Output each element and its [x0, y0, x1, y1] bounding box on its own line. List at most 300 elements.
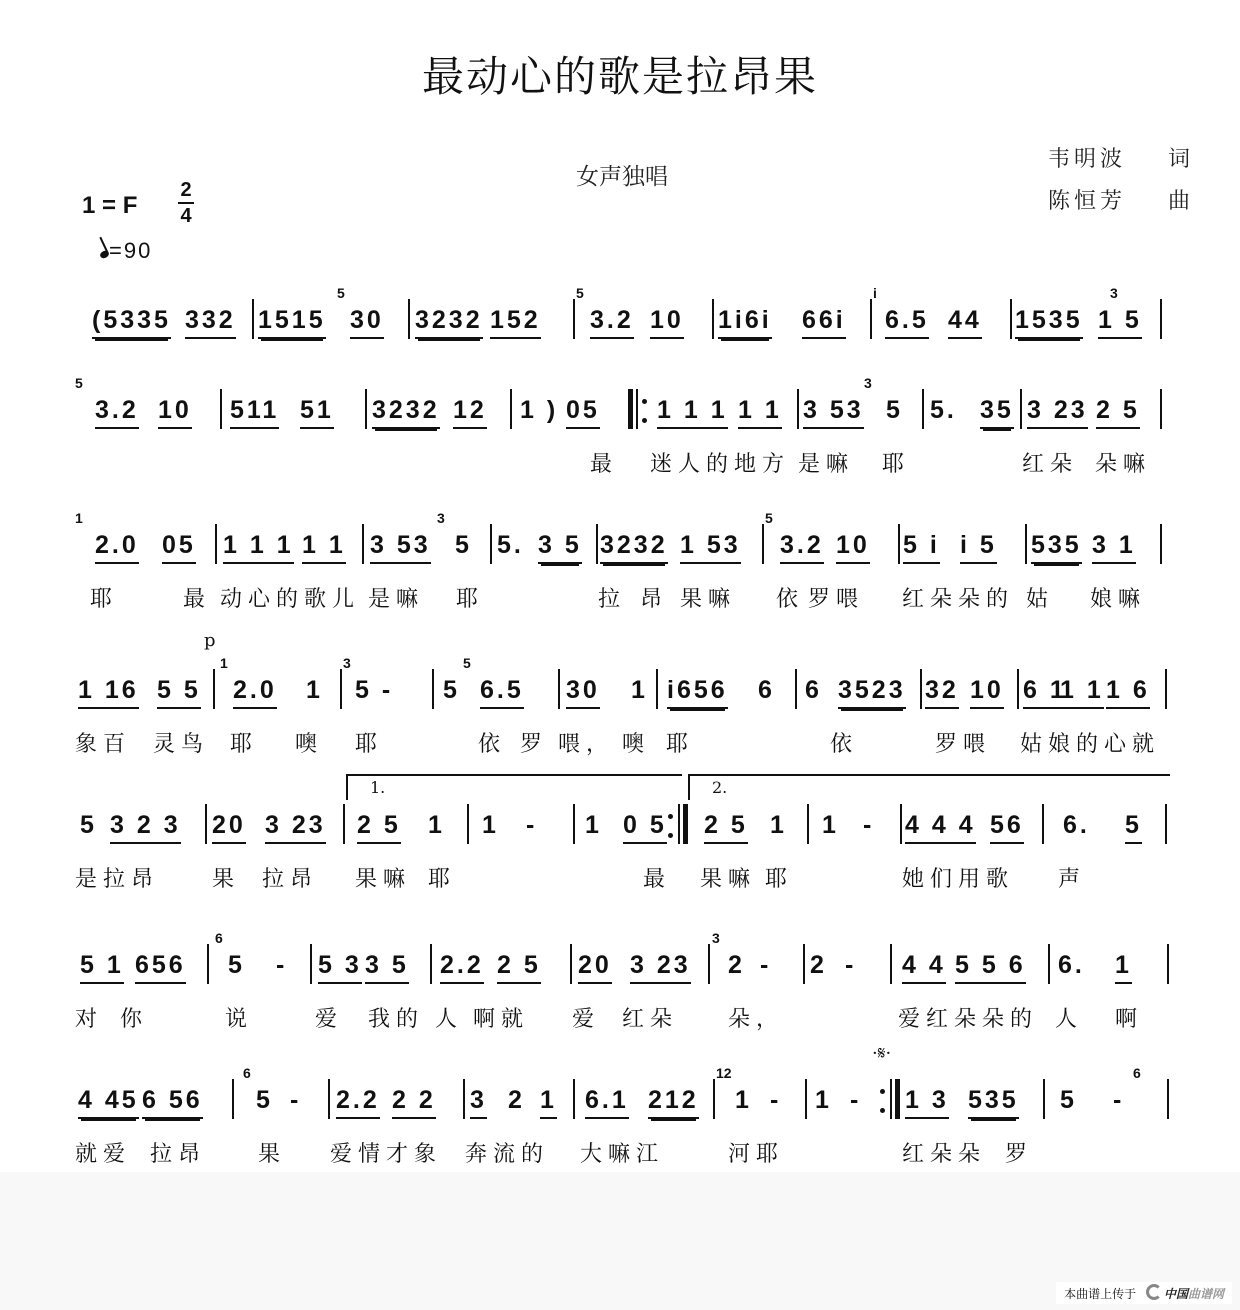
site-name-light: 曲谱网: [1187, 1287, 1224, 1301]
lyric-text: 奔流的: [465, 1142, 550, 1167]
time-signature-top: 2: [180, 179, 192, 201]
site-name-dark: 中国: [1163, 1287, 1188, 1301]
notes-line: [0, 1043, 1240, 1125]
lyric-text: 啊: [1115, 1007, 1144, 1032]
barline: [795, 669, 797, 709]
site-logo-icon: [1146, 1284, 1162, 1300]
lyric-text: 罗喂: [808, 587, 865, 612]
barline: [573, 299, 575, 339]
note-group: 1535: [1015, 305, 1083, 339]
barline: [343, 804, 345, 844]
note-group: 5.: [930, 396, 957, 424]
note-group: 3 23: [630, 950, 691, 984]
lyric-text: 果嘛: [700, 867, 757, 892]
lyric-text: 最: [590, 452, 619, 477]
note-group: 3.2: [95, 395, 139, 429]
dynamic-marking: p: [204, 630, 216, 651]
grace-note: 6: [243, 1065, 251, 1081]
barline: [207, 944, 209, 984]
lyric-text: 果: [258, 1142, 287, 1167]
note-group: -: [770, 1086, 782, 1114]
note-group: 1: [822, 811, 839, 839]
lyrics-line: [0, 357, 1240, 387]
song-title: 最动心的歌是拉昂果: [421, 52, 818, 101]
notes-line: [0, 510, 1240, 570]
grace-note: 6: [215, 930, 223, 946]
note-group: 5: [1060, 1086, 1077, 1114]
note-group: 535: [1031, 530, 1082, 564]
barline: [328, 1079, 330, 1119]
note-group: 1: [1115, 950, 1132, 984]
note-group: 3 5: [538, 530, 582, 564]
segno-icon: ·𝄋·: [872, 1043, 892, 1064]
barline: [340, 669, 342, 709]
lyrics-line: [0, 582, 1240, 612]
note-group: 3: [470, 1085, 487, 1119]
note-group: 3232: [372, 395, 440, 429]
note-group: 212: [648, 1085, 699, 1119]
lyrics-line: [0, 1002, 1240, 1032]
lyric-text: 耶: [355, 732, 384, 757]
note-group: 1 1: [738, 395, 782, 429]
barline: [708, 944, 710, 984]
barline: [1010, 299, 1012, 339]
repeat-dots: [642, 399, 647, 423]
lyric-text: 爱: [315, 1007, 344, 1032]
barline: [1167, 1079, 1169, 1119]
note-group: 5: [455, 531, 472, 559]
lyric-text: 你: [120, 1007, 149, 1032]
note-group: 1: [482, 811, 499, 839]
note-group: 5 1: [80, 950, 124, 984]
lyric-text: 果嘛: [680, 587, 737, 612]
grace-note: 5: [75, 375, 83, 391]
lyric-text: 我的: [368, 1007, 425, 1032]
note-group: 332: [185, 305, 236, 339]
barline: [1042, 804, 1044, 844]
note-group: 35: [980, 395, 1014, 429]
lyric-text: 罗: [1005, 1142, 1034, 1167]
note-group: 5: [443, 676, 460, 704]
lyric-text: 是嘛: [798, 452, 855, 477]
note-group: 5: [886, 396, 903, 424]
note-group: 4 4: [902, 950, 946, 984]
lyric-text: 最: [643, 867, 672, 892]
lyric-text: 耶: [456, 587, 485, 612]
barline: [252, 299, 254, 339]
lyrics-line: [0, 447, 1240, 477]
lyric-text: 耶: [230, 732, 259, 757]
lyric-text: 大嘛江: [580, 1142, 665, 1167]
barline: [1043, 1079, 1045, 1119]
tempo-marking: [100, 238, 152, 264]
grace-note: 3: [864, 375, 872, 391]
barline: [430, 944, 432, 984]
grace-note: 5: [337, 285, 345, 301]
note-group: 20: [212, 810, 246, 844]
note-group: 6.1: [585, 1085, 629, 1119]
note-group: 5 5 6: [955, 950, 1026, 984]
note-group: 44: [948, 305, 982, 339]
barline: [807, 804, 809, 844]
note-group: 2: [728, 951, 745, 979]
note-group: 3523: [838, 675, 906, 709]
note-group: 05: [162, 530, 196, 564]
note-group: 3 23: [1027, 395, 1088, 429]
note-group: 1: [735, 1086, 752, 1114]
note-group: 10: [836, 530, 870, 564]
note-group: 3 1: [1092, 530, 1136, 564]
barline: [558, 669, 560, 709]
note-group: -: [850, 1086, 862, 1114]
grace-note: 5: [576, 285, 584, 301]
repeat-start-thin: [636, 389, 638, 429]
note-group: 5: [1125, 810, 1142, 844]
note-group: i656: [667, 675, 728, 709]
lyric-text: 人: [435, 1007, 464, 1032]
note-group: 3.2: [780, 530, 824, 564]
lyric-text: 是拉昂: [75, 867, 160, 892]
lyric-text: 罗喂: [935, 732, 992, 757]
note-group: 1 1: [1060, 675, 1104, 709]
lyric-text: 罗: [520, 732, 549, 757]
note-group: 20: [578, 950, 612, 984]
lyric-text: 果: [212, 867, 241, 892]
lyric-text: 说: [225, 1007, 254, 1032]
lyrics-line: [0, 862, 1240, 892]
note-group: 30: [566, 675, 600, 709]
grace-note: 3: [712, 930, 720, 946]
note-group: 1: [428, 811, 445, 839]
barline: [463, 1079, 465, 1119]
lyric-text: 声: [1058, 867, 1087, 892]
barline: [713, 1079, 715, 1119]
barline: [1165, 669, 1167, 709]
lyric-text: 娘嘛: [1090, 587, 1147, 612]
barline: [573, 804, 575, 844]
lyric-text: 依: [478, 732, 507, 757]
barline: [1020, 389, 1022, 429]
note-group: -: [276, 951, 288, 979]
barline: [890, 944, 892, 984]
note-group: 1: [540, 1085, 557, 1119]
lyric-text: 河耶: [728, 1142, 785, 1167]
note-group: 1 ): [520, 396, 559, 424]
barline: [1165, 804, 1167, 844]
lyric-text: 就爱: [75, 1142, 132, 1167]
grace-note: 5: [463, 655, 471, 671]
volta-bracket-1: [346, 774, 682, 800]
note-group: -: [1113, 1086, 1125, 1114]
note-group: 6.5: [885, 305, 929, 339]
note-group: 2 2: [392, 1085, 436, 1119]
note-group: 3.2: [590, 305, 634, 339]
note-group: 4 45: [78, 1085, 139, 1119]
lyric-text: 灵鸟: [153, 732, 210, 757]
volta-label: 1.: [370, 778, 386, 797]
time-signature: [178, 178, 194, 228]
lyric-text: 耶: [882, 452, 911, 477]
lyric-text: 依: [776, 587, 805, 612]
note-group: 3 23: [265, 810, 326, 844]
upload-text: 本曲谱上传于: [1064, 1287, 1137, 1301]
barline: [1160, 299, 1162, 339]
barline: [870, 299, 872, 339]
note-group: 2.2: [440, 950, 484, 984]
lyrics-line: [0, 727, 1240, 757]
note-group: 656: [135, 950, 186, 984]
barline: [573, 1079, 575, 1119]
lyricist-role: 词: [1168, 147, 1195, 172]
barline: [762, 524, 764, 564]
notes-line: [0, 285, 1240, 345]
note-group: 30: [350, 305, 384, 339]
note-group: 1: [631, 676, 648, 704]
lyric-text: 对: [75, 1007, 104, 1032]
note-group: 5 5: [157, 675, 201, 709]
upload-watermark: [1056, 1282, 1232, 1304]
note-group: 3 2 3: [110, 810, 181, 844]
note-group: 1: [585, 811, 602, 839]
barline: [467, 804, 469, 844]
performance-type: 女声独唱: [576, 164, 668, 190]
barline: [898, 524, 900, 564]
composer-role: 曲: [1168, 189, 1195, 214]
repeat-start-barline: [628, 389, 633, 429]
note-group: 6: [758, 676, 775, 704]
lyric-text: 爱情才象: [330, 1142, 443, 1167]
barline: [803, 944, 805, 984]
lyric-text: 朵嘛: [1095, 452, 1152, 477]
lyric-text: 耶: [428, 867, 457, 892]
note-group: 5 3: [318, 950, 362, 984]
lyric-text: 拉昂: [262, 867, 319, 892]
lyricist-credit: [1048, 142, 1195, 173]
volta-label: 2.: [712, 778, 728, 797]
repeat-end-thin: [678, 804, 680, 844]
lyricist-name: 韦明波: [1048, 147, 1127, 172]
note-group: 3232: [415, 305, 483, 339]
note-group: 1i6i: [718, 305, 772, 339]
lyric-text: 耶: [765, 867, 794, 892]
barline: [712, 299, 714, 339]
note-group: 535: [968, 1085, 1019, 1119]
note-group: 5: [228, 951, 245, 979]
note-group: 51: [300, 395, 334, 429]
note-group: 12: [453, 395, 487, 429]
note-group: 1: [306, 676, 323, 704]
note-group: 1 1: [302, 530, 346, 564]
lyric-text: 爱: [572, 1007, 601, 1032]
note-group: -: [760, 951, 772, 979]
time-signature-bottom: 4: [180, 205, 192, 227]
note-group: 2.0: [233, 675, 277, 709]
volta-bracket-2: [688, 774, 1170, 800]
grace-note: 5: [765, 510, 773, 526]
lyric-text: 拉昂: [150, 1142, 207, 1167]
note-group: 5.: [497, 531, 524, 559]
barline: [205, 804, 207, 844]
barline: [1167, 944, 1169, 984]
note-group: 2: [810, 951, 827, 979]
note-group: 1: [770, 811, 787, 839]
note-group: 05: [566, 395, 600, 429]
note-group: 5: [256, 1086, 273, 1114]
lyric-text: 果嘛: [355, 867, 412, 892]
note-group: -: [526, 811, 538, 839]
fraction-bar: [178, 202, 194, 204]
note-group: 511: [230, 395, 279, 429]
notes-line: [0, 630, 1240, 715]
barline: [213, 669, 215, 709]
barline: [1160, 389, 1162, 429]
grace-note: 3: [1110, 285, 1118, 301]
barline: [490, 524, 492, 564]
lyric-text: 朵，: [728, 1007, 785, 1032]
note-group: 32: [925, 675, 959, 709]
lyric-text: 人: [1055, 1007, 1084, 1032]
note-group: 2.0: [95, 530, 139, 564]
note-group: 10: [650, 305, 684, 339]
barline: [408, 299, 410, 339]
barline: [232, 1079, 234, 1119]
note-group: 1 16: [78, 675, 139, 709]
note-group: 1 6: [1106, 675, 1150, 709]
repeat-dots: [668, 814, 673, 838]
lyric-text: 昂: [640, 587, 669, 612]
barline: [656, 669, 658, 709]
note-group: (5335: [92, 305, 171, 339]
barline: [900, 804, 902, 844]
barline: [365, 389, 367, 429]
notes-line: [0, 930, 1240, 990]
note-group: 1 1 1: [657, 395, 728, 429]
note-group: -: [863, 811, 875, 839]
lyric-text: 红朵朵的: [902, 587, 1015, 612]
grace-note: 1: [220, 655, 228, 671]
note-group: 2 5: [497, 950, 541, 984]
note-group: 3232: [600, 530, 668, 564]
note-group: 6: [805, 676, 822, 704]
barline: [1025, 524, 1027, 564]
composer-credit: [1048, 184, 1195, 215]
notes-line: [0, 778, 1240, 850]
grace-note: i: [873, 285, 877, 301]
note-group: 3 53: [803, 395, 864, 429]
barline: [805, 1079, 807, 1119]
repeat-end-barline: [895, 1079, 900, 1119]
note-group: 6 56: [142, 1085, 203, 1119]
lyric-text: 红朵: [1022, 452, 1079, 477]
grace-note: 6: [1133, 1065, 1141, 1081]
note-group: 66i: [802, 305, 846, 339]
lyric-text: 象百: [75, 732, 132, 757]
note-group: 2 5: [704, 810, 748, 844]
lyric-text: 噢: [295, 732, 324, 757]
barline: [1017, 669, 1019, 709]
lyric-text: 是嘛: [368, 587, 425, 612]
lyric-text: 拉: [598, 587, 627, 612]
note-group: 0 5: [623, 810, 667, 844]
lyric-text: 最: [183, 587, 212, 612]
note-group: 6.: [1063, 811, 1090, 839]
lyric-text: 姑娘的心就: [1020, 732, 1161, 757]
lyrics-line: [0, 1137, 1240, 1167]
note-group: 10: [158, 395, 192, 429]
lyric-text: 她们用歌: [902, 867, 1015, 892]
note-group: 3 5: [365, 950, 409, 984]
lyric-text: 红朵朵: [902, 1142, 987, 1167]
note-group: i 5: [960, 530, 997, 564]
grace-note: 3: [343, 655, 351, 671]
note-group: 1515: [258, 305, 326, 339]
lyric-text: 耶: [90, 587, 119, 612]
lyric-text: 喂，: [558, 732, 615, 757]
lyric-text: 耶: [666, 732, 695, 757]
note-group: 6.5: [480, 675, 524, 709]
barline: [570, 944, 572, 984]
note-group: 6 1: [1023, 675, 1067, 709]
lyric-text: 依: [830, 732, 859, 757]
note-group: 1 1 1: [223, 530, 294, 564]
note-group: 6.: [1058, 951, 1085, 979]
note-group: 5 -: [355, 676, 394, 704]
lyric-text: 动心的歌儿: [220, 587, 361, 612]
barline: [220, 389, 222, 429]
barline: [1048, 944, 1050, 984]
barline: [432, 669, 434, 709]
lyric-text: 迷人的地方: [650, 452, 791, 477]
repeat-dots: [880, 1089, 885, 1113]
note-group: -: [290, 1086, 302, 1114]
note-group: 152: [490, 305, 541, 339]
lyric-text: 噢: [622, 732, 651, 757]
grace-note: 3: [437, 510, 445, 526]
barline: [920, 669, 922, 709]
note-group: 2 5: [1096, 395, 1140, 429]
grace-note: 12: [716, 1065, 732, 1081]
key-signature: 1 = F: [82, 192, 138, 219]
grace-note: 1: [75, 510, 83, 526]
lyric-text: 啊就: [473, 1007, 530, 1032]
notes-line: [0, 375, 1240, 435]
tempo-value: =90: [109, 238, 153, 263]
barline: [797, 389, 799, 429]
barline: [922, 389, 924, 429]
note-group: 5 i: [903, 530, 940, 564]
note-group: 1 5: [1098, 305, 1142, 339]
repeat-end-thin: [890, 1079, 892, 1119]
note-group: 2.2: [336, 1085, 380, 1119]
note-group: 3 53: [370, 530, 431, 564]
barline: [596, 524, 598, 564]
note-group: 2 5: [357, 810, 401, 844]
lyric-text: 爱红朵朵的: [898, 1007, 1039, 1032]
note-group: 56: [990, 810, 1024, 844]
note-group: 2: [508, 1086, 525, 1114]
lyric-text: 红朵: [622, 1007, 679, 1032]
note-group: 1 3: [905, 1085, 949, 1119]
barline: [215, 524, 217, 564]
note-group: 5: [80, 811, 97, 839]
note-group: 1: [815, 1086, 832, 1114]
repeat-end-barline: [683, 804, 688, 844]
note-group: 4 4 4: [905, 810, 976, 844]
barline: [510, 389, 512, 429]
composer-name: 陈恒芳: [1048, 189, 1127, 214]
note-group: -: [845, 951, 857, 979]
barline: [362, 524, 364, 564]
